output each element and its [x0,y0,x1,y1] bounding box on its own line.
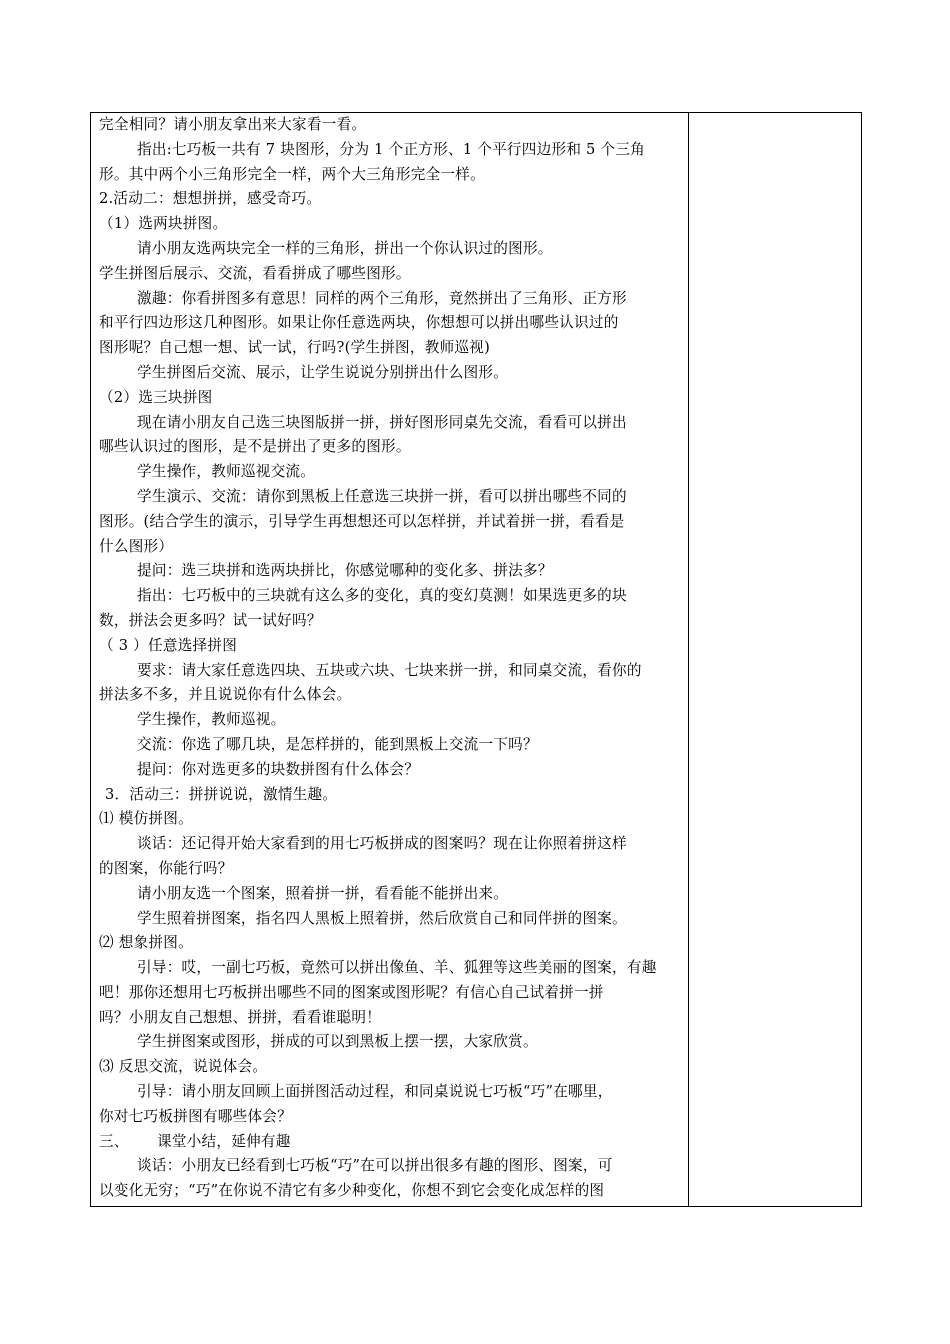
text-line: 和平行四边形这几种图形。如果让你任意选两块，你想想可以拼出哪些认识过的 [99,314,619,332]
text-line: 交流：你选了哪几块，是怎样拼的，能到黑板上交流一下吗？ [137,735,538,753]
text-line: 引导：哎，一副七巧板，竟然可以拼出像鱼、羊、狐狸等这些美丽的图案，有趣 [137,959,657,977]
text-line: 提问：你对选更多的块数拼图有什么体会？ [137,760,420,778]
text-line: 要求：请大家任意选四块、五块或六块、七块来拼一拼，和同桌交流，看你的 [137,661,642,679]
text-line: 形。其中两个小三角形完全一样，两个大三角形完全一样。 [99,165,485,183]
text-line: 图形。(结合学生的演示，引导学生再想想还可以怎样拼，并试着拼一拼，看看是 [99,512,625,530]
lesson-content-cell [91,113,689,1206]
text-line: 什么图形） [99,537,174,555]
text-line: 3．活动三：拼拼说说，激情生趣。 [105,785,338,803]
text-line: 学生演示、交流：请你到黑板上任意选三块拼一拼，看可以拼出哪些不同的 [137,487,627,505]
text-line: 激趣：你看拼图多有意思！同样的两个三角形，竟然拼出了三角形、正方形 [137,289,627,307]
text-line: 吧！那你还想用七巧板拼出哪些不同的图案或图形呢？有信心自己试着拼一拼 [99,983,604,1001]
text-line: 学生拼图后交流、展示，让学生说说分别拼出什么图形。 [137,363,509,381]
text-line: ⑵ 想象拼图。 [99,934,193,952]
text-line: 谈话：小朋友已经看到七巧板“巧”在可以拼出很多有趣的图形、图案，可 [137,1157,613,1175]
text-line: 提问：选三块拼和选两块拼比，你感觉哪种的变化多、拼法多？ [137,562,553,580]
text-line: 现在请小朋友自己选三块图版拼一拼，拼好图形同桌先交流，看看可以拼出 [137,413,627,431]
lesson-table [90,112,862,1207]
text-line: 学生操作，教师巡视。 [137,711,286,729]
text-line: 指出:七巧板一共有 7 块图形，分为 1 个正方形、1 个平行四边形和 5 个三角 [137,140,646,158]
text-line: 拼法多不多，并且说说你有什么体会。 [99,686,352,704]
text-line: 图形呢？自己想一想、试一试，行吗?(学生拼图，教师巡视) [99,339,491,357]
notes-cell [689,113,861,1206]
text-line: 数，拼法会更多吗？试一试好吗？ [99,611,322,629]
section-title: 课堂小结，延伸有趣 [157,1132,291,1150]
text-line: 请小朋友选一个图案，照着拼一拼，看看能不能拼出来。 [137,884,509,902]
text-line: 学生拼图案或图形，拼成的可以到黑板上摆一摆，大家欣赏。 [137,1033,538,1051]
text-line: 学生拼图后展示、交流，看看拼成了哪些图形。 [99,264,411,282]
text-line: 引导：请小朋友回顾上面拼图活动过程，和同桌说说七巧板“巧”在哪里， [137,1083,613,1101]
text-line: 的图案，你能行吗？ [99,859,233,877]
text-line: 哪些认识过的图形，是不是拼出了更多的图形。 [99,438,411,456]
text-line [99,1130,680,1155]
text-line: 学生照着拼图案，指名四人黑板上照着拼，然后欣赏自己和同伴拼的图案。 [137,909,627,927]
text-line: 指出：七巧板中的三块就有这么多的变化，真的变幻莫测！如果选更多的块 [137,587,627,605]
text-line: 请小朋友选两块完全一样的三角形，拼出一个你认识过的图形。 [137,239,553,257]
text-line: （1）选两块拼图。 [99,215,228,233]
text-line: （ 3 ）任意选择拼图 [99,636,238,654]
section-number: 三、 [99,1132,129,1150]
text-line: 2.活动二：想想拼拼，感受奇巧。 [99,190,322,208]
text-line: 吗？小朋友自己想想、拼拼，看看谁聪明！ [99,1008,382,1026]
text-line: ⑴ 模仿拼图。 [99,810,193,828]
text-line: ⑶ 反思交流，说说体会。 [99,1058,268,1076]
text-line: 完全相同？请小朋友拿出来大家看一看。 [99,116,367,133]
text-line: （2）选三块拼图 [99,388,213,406]
text-line: 学生操作，教师巡视交流。 [137,463,316,481]
text-line: 谈话：还记得开始大家看到的用七巧板拼成的图案吗？现在让你照着拼这样 [137,835,627,853]
text-line: 以变化无穷；“巧”在你说不清它有多少种变化，你想不到它会变化成怎样的图 [99,1182,605,1200]
text-line: 你对七巧板拼图有哪些体会？ [99,1107,292,1125]
